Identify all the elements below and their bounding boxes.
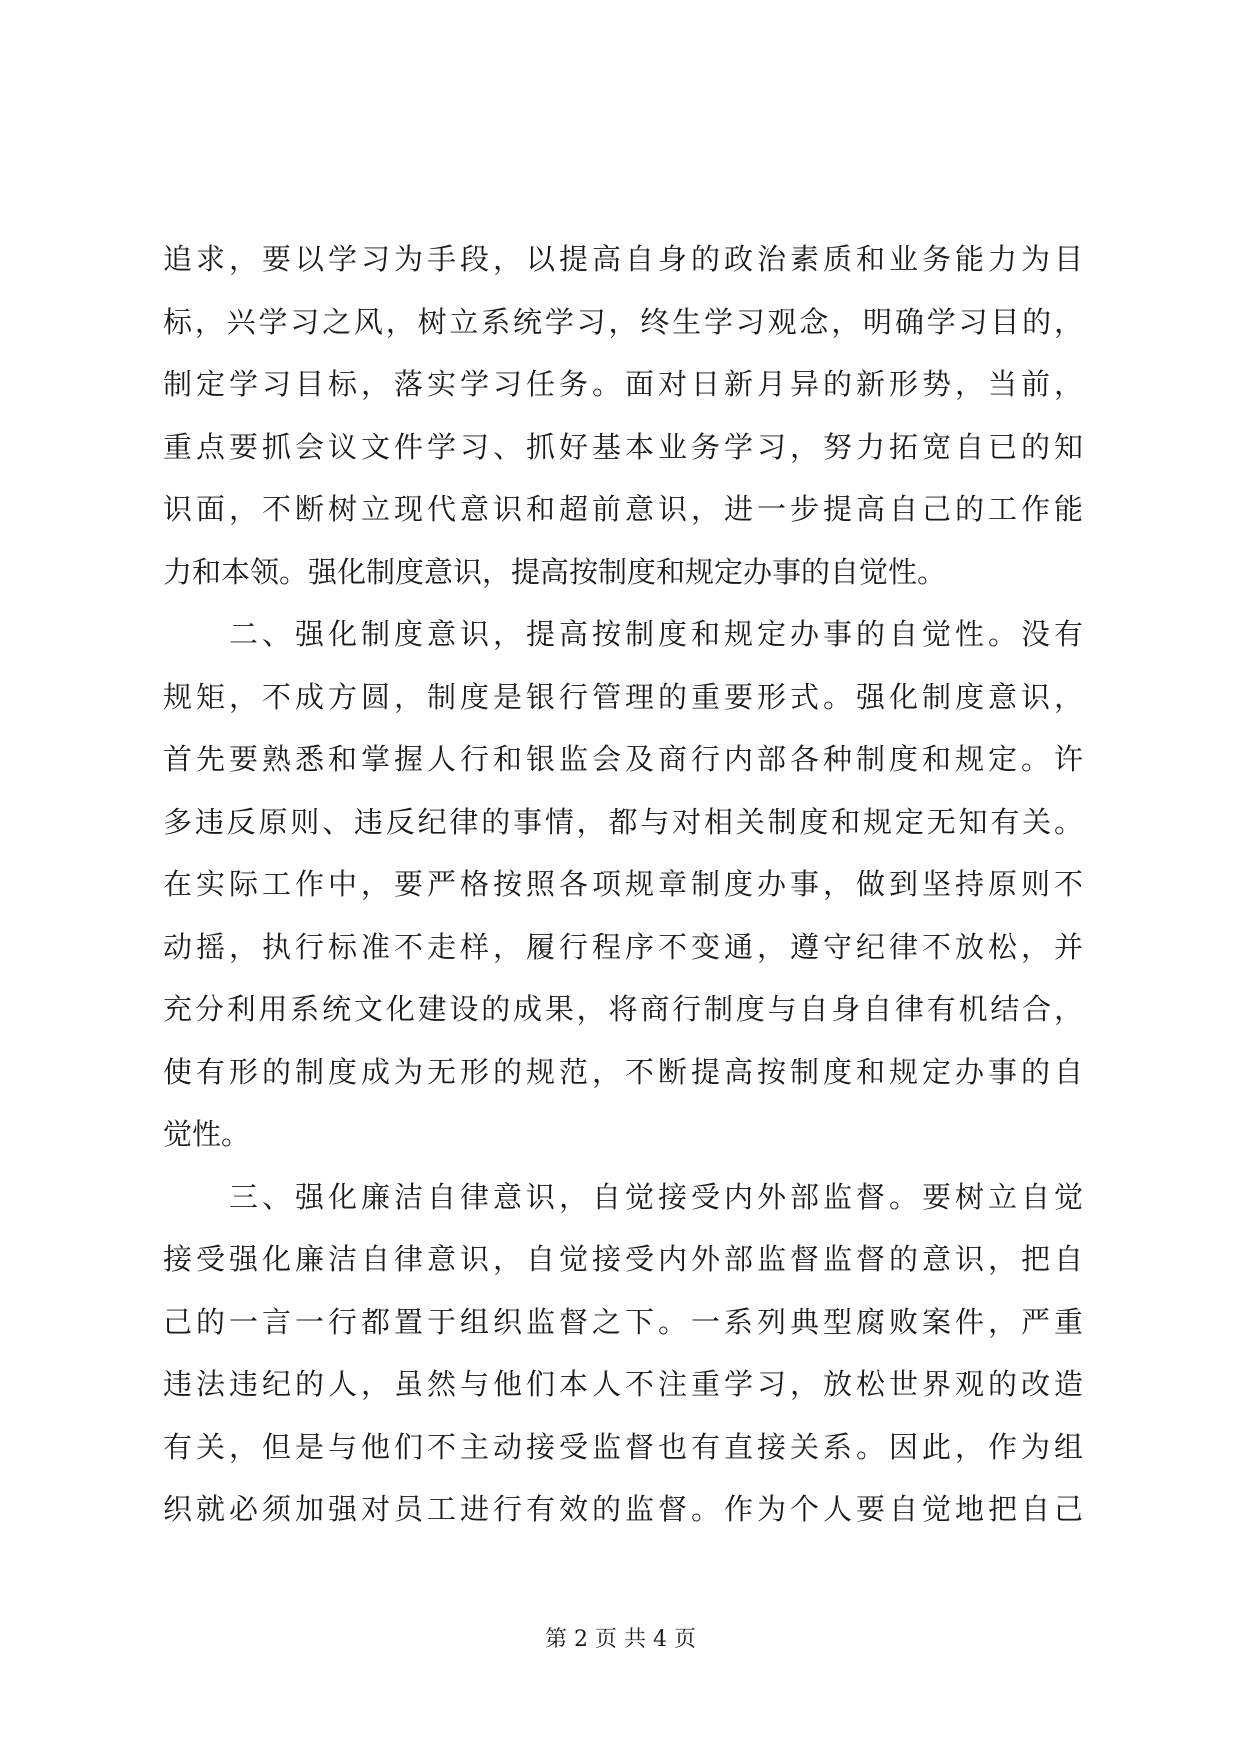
text-line: 在实际工作中，要严格按照各项规章制度办事，做到坚持原则不: [163, 867, 1083, 901]
text-line: 重点要抓会议文件学习、抓好基本业务学习，努力拓宽自已的知: [163, 429, 1083, 464]
text-line: 觉性。: [163, 1117, 251, 1151]
text-line: 充分利用系统文化建设的成果，将商行制度与自身自律有机结合，: [163, 992, 1083, 1026]
text-line: 首先要熟悉和掌握人行和银监会及商行内部各种制度和规定。许: [163, 742, 1083, 776]
text-line: 力和本领。强化制度意识，提高按制度和规定办事的自觉性。: [163, 554, 947, 589]
text-line: 规矩，不成方圆，制度是银行管理的重要形式。强化制度意识，: [163, 679, 1083, 714]
text-line: 追求，要以学习为手段，以提高自身的政治素质和业务能力为目: [163, 242, 1083, 276]
text-line: 织就必须加强对员工进行有效的监督。作为个人要自觉地把自己: [163, 1492, 1083, 1526]
text-line: 制定学习目标，落实学习任务。面对日新月异的新形势，当前，: [163, 367, 1083, 401]
text-line: 有关，但是与他们不主动接受监督也有直接关系。因此，作为组: [163, 1429, 1083, 1464]
text-line: 标，兴学习之风，树立系统学习，终生学习观念，明确学习目的，: [163, 304, 1083, 339]
text-line: 使有形的制度成为无形的规范，不断提高按制度和规定办事的自: [163, 1054, 1083, 1089]
text-line: 识面，不断树立现代意识和超前意识，进一步提高自己的工作能: [163, 492, 1083, 526]
section-3-heading-line: 三、强化廉洁自律意识，自觉接受内外部监督。要树立自觉: [229, 1179, 1083, 1214]
text-line: 违法违纪的人，虽然与他们本人不注重学习，放松世界观的改造: [163, 1367, 1083, 1401]
body-text: [163, 228, 1083, 1541]
text-line: 动摇，执行标准不走样，履行程序不变通，遵守纪律不放松，并: [163, 929, 1083, 964]
text-line: 接受强化廉洁自律意识，自觉接受内外部监督监督的意识，把自: [163, 1242, 1083, 1276]
section-2-heading-line: 二、强化制度意识，提高按制度和规定办事的自觉性。没有: [229, 617, 1083, 651]
page-number-footer: 第 2 页 共 4 页: [545, 1627, 696, 1652]
text-line: 己的一言一行都置于组织监督之下。一系列典型腐败案件，严重: [163, 1304, 1083, 1339]
text-line: 多违反原则、违反纪律的事情，都与对相关制度和规定无知有关。: [163, 804, 1083, 839]
